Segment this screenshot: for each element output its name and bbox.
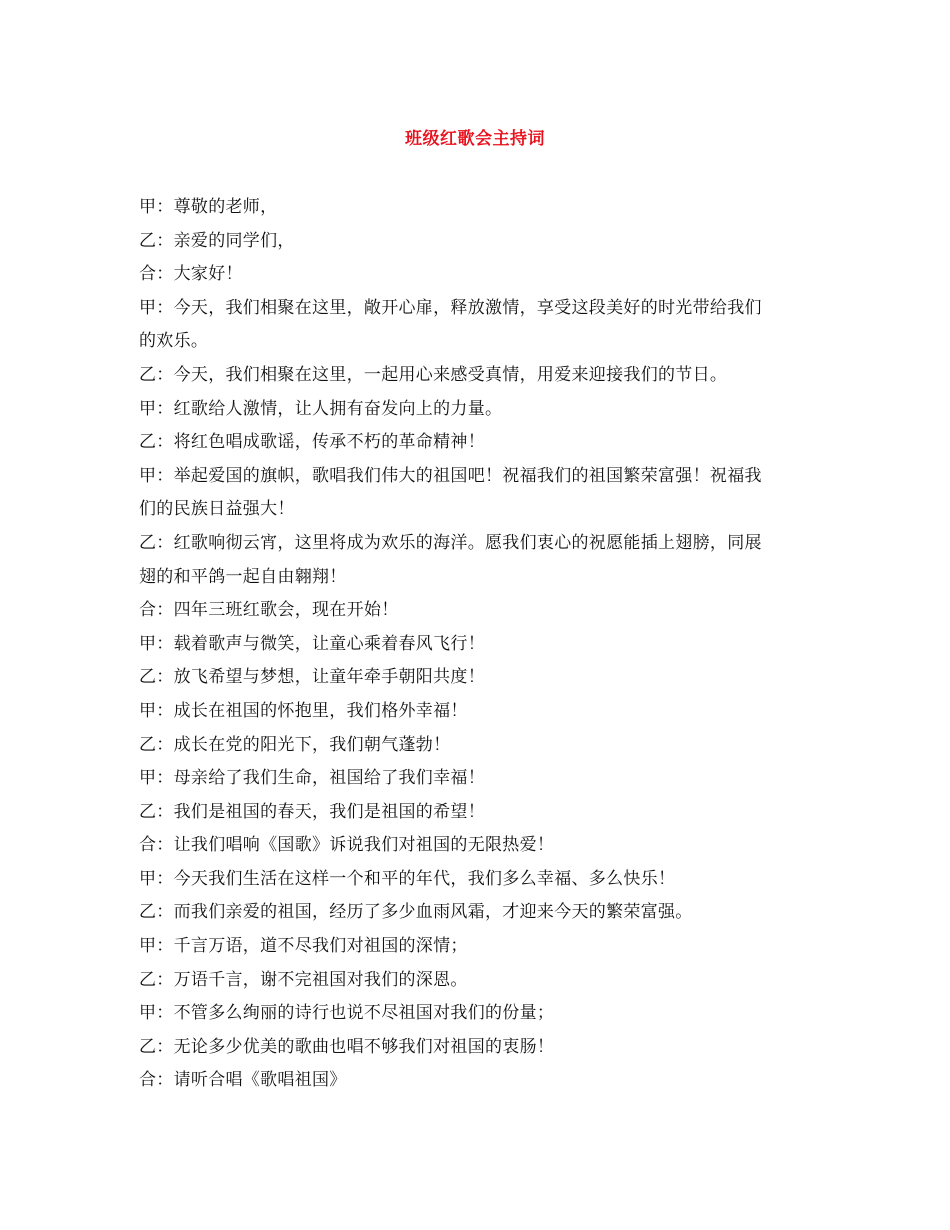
text-line: 乙：红歌响彻云宵，这里将成为欢乐的海洋。愿我们衷心的祝愿能插上翅膀，同展	[139, 532, 762, 553]
text-line: 甲：今天，我们相聚在这里，敞开心扉，释放激情，享受这段美好的时光带给我们	[139, 297, 762, 318]
text-line: 翅的和平鸽一起自由翱翔！	[139, 566, 347, 587]
text-line: 甲：尊敬的老师，	[139, 197, 278, 217]
text-line: 乙：放飞希望与梦想，让童年牵手朝阳共度！	[139, 667, 485, 688]
text-line: 甲：今天我们生活在这样一个和平的年代，我们多么幸福、多么快乐！	[139, 868, 676, 889]
text-line: 甲：千言万语，道不尽我们对祖国的深情；	[139, 936, 468, 957]
text-line: 乙：亲爱的同学们，	[139, 230, 295, 251]
document-title: 班级红歌会主持词	[405, 129, 545, 149]
text-line: 乙：成长在党的阳光下，我们朝气蓬勃！	[139, 734, 451, 755]
text-line: 的欢乐。	[139, 331, 209, 352]
text-line: 甲：成长在祖国的怀抱里，我们格外幸福！	[139, 700, 468, 721]
text-line: 合：请听合唱《歌唱祖国》	[139, 1070, 347, 1091]
text-line: 乙：万语千言，谢不完祖国对我们的深恩。	[139, 969, 468, 990]
text-line: 乙：将红色唱成歌谣，传承不朽的革命精神！	[139, 432, 485, 453]
text-line: 甲：载着歌声与微笑，让童心乘着春风飞行！	[139, 633, 485, 654]
text-line: 乙：我们是祖国的春天，我们是祖国的希望！	[139, 801, 485, 822]
text-line: 乙：今天，我们相聚在这里，一起用心来感受真情，用爱来迎接我们的节日。	[139, 364, 728, 385]
text-line: 合：四年三班红歌会，现在开始！	[139, 600, 399, 621]
text-line: 乙：而我们亲爱的祖国，经历了多少血雨风霜，才迎来今天的繁荣富强。	[139, 902, 693, 923]
text-line: 甲：母亲给了我们生命，祖国给了我们幸福！	[139, 768, 485, 789]
text-line: 甲：举起爱国的旗帜，歌唱我们伟大的祖国吧！祝福我们的祖国繁荣富强！祝福我	[139, 465, 762, 486]
text-line: 合：大家好！	[139, 264, 243, 285]
text-line: 甲：不管多么绚丽的诗行也说不尽祖国对我们的份量；	[139, 1003, 555, 1024]
document-body	[139, 191, 814, 1098]
text-line: 甲：红歌给人激情，让人拥有奋发向上的力量。	[139, 398, 503, 419]
text-line: 乙：无论多少优美的歌曲也唱不够我们对祖国的衷肠！	[139, 1036, 555, 1057]
text-line: 合：让我们唱响《国歌》诉说我们对祖国的无限热爱！	[139, 835, 555, 856]
text-line: 们的民族日益强大！	[139, 499, 295, 520]
